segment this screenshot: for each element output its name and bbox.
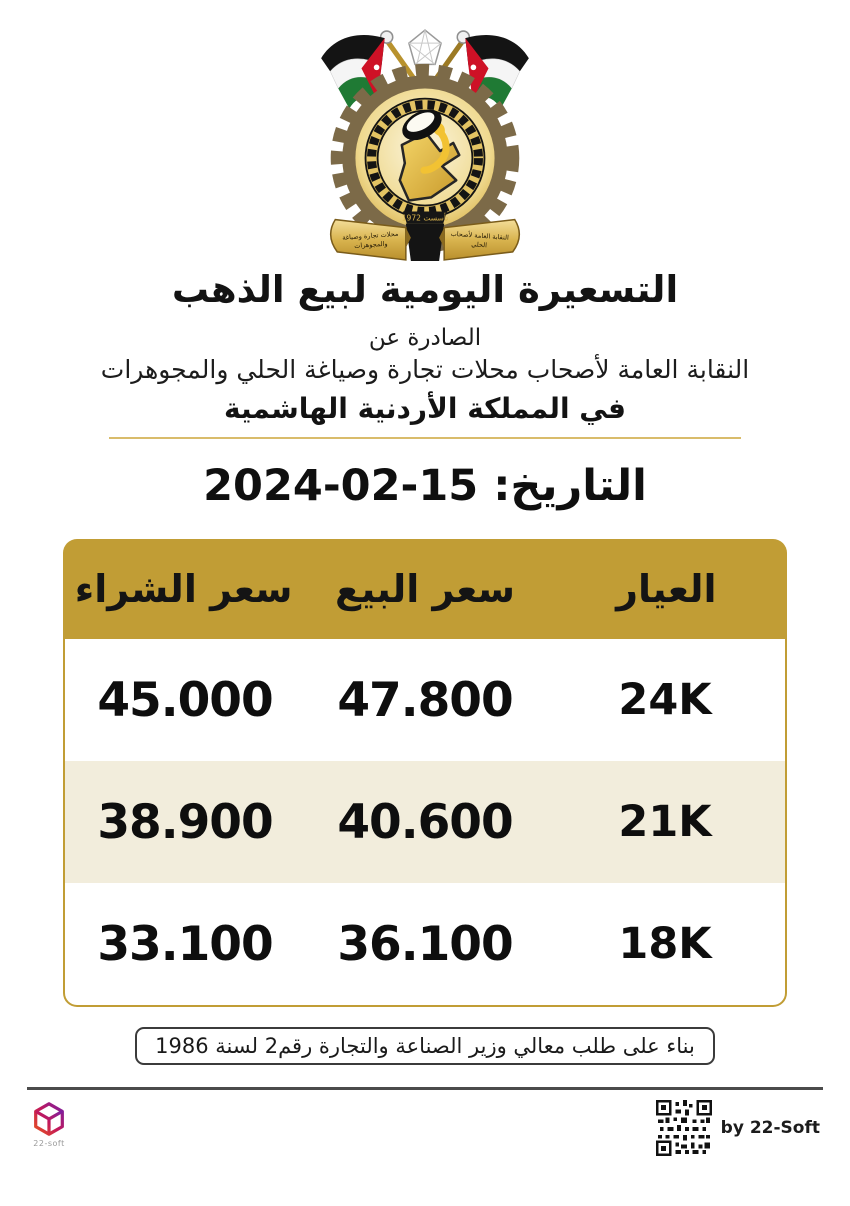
page-title: التسعيرة اليومية لبيع الذهب (171, 268, 679, 311)
issuer-name: النقابة العامة لأصحاب محلات تجارة وصياغة الحلي والمجوهرات (100, 355, 750, 384)
date-line: التاريخ: 15-02-2024 (203, 461, 647, 511)
header-buy-price: سعر الشراء (74, 567, 293, 611)
karat-value: 18K (618, 919, 712, 969)
credit-block (656, 1100, 820, 1156)
gold-divider (109, 437, 741, 439)
footer-row (0, 1090, 850, 1156)
table-row-18k (65, 883, 785, 1005)
ribbon-banner (331, 220, 520, 261)
cube-logo-icon (30, 1100, 68, 1138)
sell-price-value: 40.600 (337, 794, 513, 850)
credit-text: by 22-Soft (720, 1118, 820, 1138)
legal-note: بناء على طلب معالي وزير الصناعة والتجارة رقم2 لسنة 1986 (135, 1027, 715, 1065)
syndicate-emblem (309, 24, 541, 266)
buy-price-value: 38.900 (97, 794, 273, 850)
ribbon-left-text-1: محلات تجارة وصياغة (341, 229, 399, 242)
sell-price-value: 36.100 (337, 916, 513, 972)
qr-code-icon (656, 1100, 712, 1156)
karat-value: 24K (618, 675, 712, 725)
table-header-row (63, 539, 787, 639)
header-karat: العيار (616, 567, 717, 611)
karat-value: 21K (618, 797, 712, 847)
gold-price-table (63, 539, 787, 1007)
diamond-icon (409, 30, 441, 64)
ribbon-right-text-2: الحلي (471, 240, 488, 250)
table-body (63, 639, 787, 1007)
ribbon-right-text-1: النقابة العامة لأصحاب (450, 229, 510, 242)
country-line: في المملكة الأردنية الهاشمية (224, 392, 626, 425)
established-banner (402, 212, 448, 224)
header-sell-price: سعر البيع (335, 567, 515, 611)
ribbon-left-text-2: والمجوهرات (353, 239, 388, 250)
issued-by-label: الصادرة عن (368, 325, 482, 351)
sell-price-value: 47.800 (337, 672, 513, 728)
buy-price-value: 33.100 (97, 916, 273, 972)
table-row-21k (65, 761, 785, 883)
table-row-24k (65, 639, 785, 761)
brand-caption: 22-soft (33, 1139, 65, 1148)
buy-price-value: 45.000 (97, 672, 273, 728)
brand-block (30, 1100, 68, 1148)
established-year-text: تأسست 1972 (401, 213, 449, 223)
